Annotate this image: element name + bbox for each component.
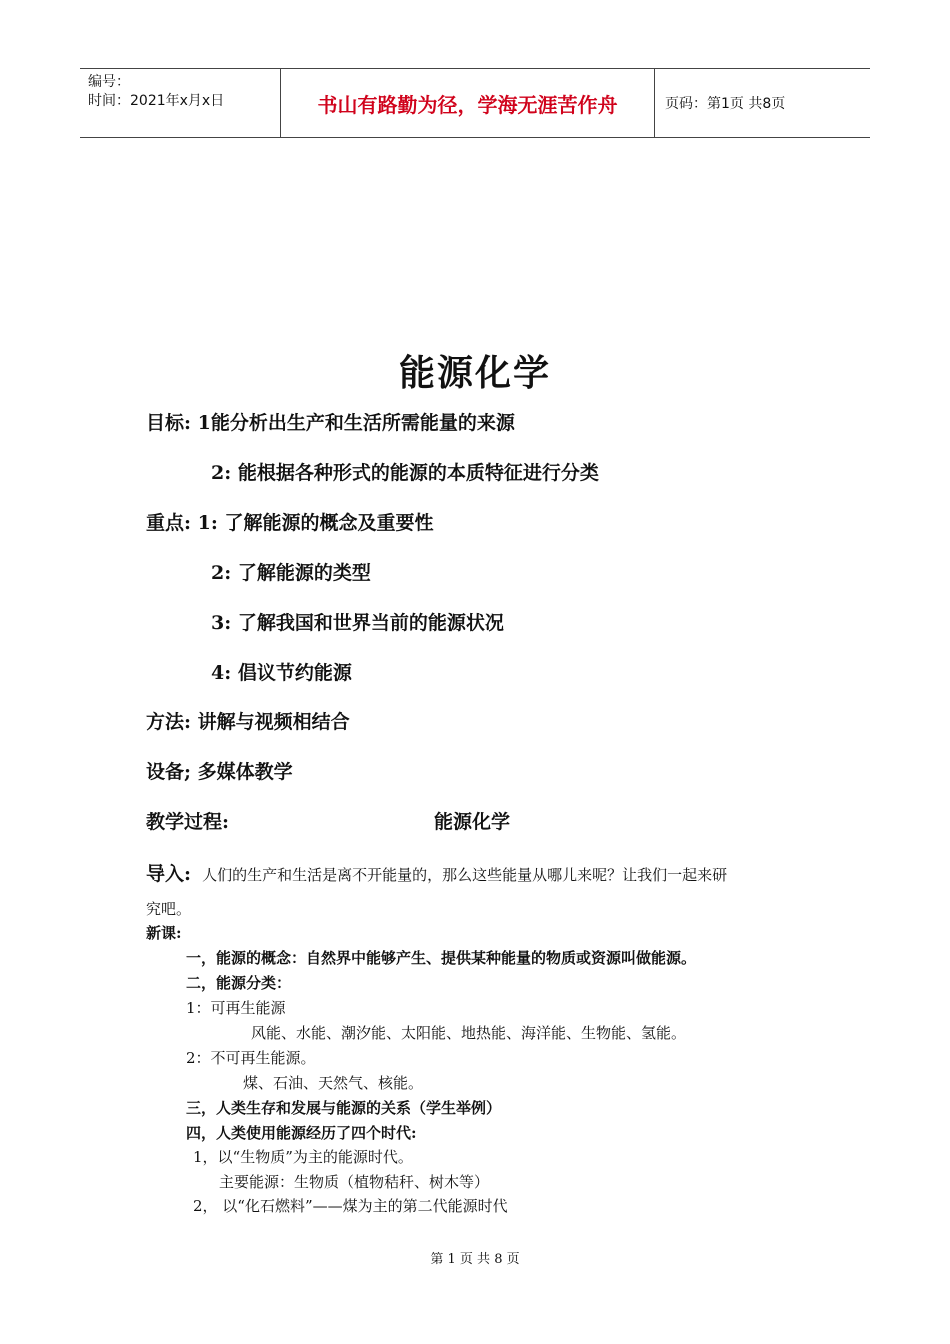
process-subtitle: 能源化学 xyxy=(434,811,511,833)
relation-line: 三，人类生存和发展与能源的关系（学生举例） xyxy=(186,1099,502,1117)
intro-text-1: 人们的生产和生活是离不开能量的，那么这些能量从哪儿来呢？让我们一起来研 xyxy=(202,866,728,884)
time-label: 时间：2021年x月x日 xyxy=(88,93,225,109)
keypoint-2: 2: 了解能源的类型 xyxy=(211,562,371,584)
equipment-line: 设备; 多媒体教学 xyxy=(146,761,293,783)
era-1: 1，以“生物质”为主的能源时代。 xyxy=(193,1148,413,1166)
goals-label: 目标: xyxy=(146,412,198,434)
goals-line-1 xyxy=(146,408,515,435)
concept-line: 一，能源的概念：自然界中能够产生、提供某种能量的物质或资源叫做能源。 xyxy=(186,949,697,967)
keypoints-line-1 xyxy=(146,508,434,535)
renewable-list: 风能、水能、潮汐能、太阳能、地热能、海洋能、生物能、氢能。 xyxy=(251,1024,687,1042)
document-title: 能源化学 xyxy=(398,353,551,394)
keypoints-label: 重点: xyxy=(146,512,198,534)
intro-label: 导入: xyxy=(146,863,192,885)
serial-label: 编号： xyxy=(88,74,130,90)
page-footer: 第 1 页 共 8 页 xyxy=(430,1252,520,1267)
keypoint-4: 4: 倡议节约能源 xyxy=(211,662,352,684)
renewable-title: 1：可再生能源 xyxy=(186,999,286,1017)
intro-text-2: 究吧。 xyxy=(146,900,192,918)
keypoint-1: 1: 了解能源的概念及重要性 xyxy=(197,512,434,534)
header-motto: 书山有路勤为径，学海无涯苦作舟 xyxy=(281,69,655,137)
method-line: 方法: 讲解与视频相结合 xyxy=(146,711,350,733)
era-1-main: 主要能源：生物质（植物秸秆、树木等） xyxy=(219,1173,490,1191)
goal-2: 2: 能根据各种形式的能源的本质特征进行分类 xyxy=(211,462,599,484)
keypoint-3: 3: 了解我国和世界当前的能源状况 xyxy=(211,612,504,634)
nonrenewable-list: 煤、石油、天然气、核能。 xyxy=(243,1074,424,1092)
page-header xyxy=(80,68,870,138)
classification-line: 二，能源分类： xyxy=(186,974,292,992)
process-label: 教学过程: xyxy=(146,811,230,833)
newlesson-label: 新课: xyxy=(146,924,182,942)
header-meta xyxy=(80,69,281,137)
intro-line-1 xyxy=(146,859,727,886)
header-page-info: 页码：第1页 共8页 xyxy=(665,96,786,112)
eras-line: 四，人类使用能源经历了四个时代: xyxy=(186,1124,417,1142)
nonrenewable-title: 2：不可再生能源。 xyxy=(186,1049,316,1067)
goal-1: 1能分析出生产和生活所需能量的来源 xyxy=(197,412,515,434)
era-2: 2， 以“化石燃料”——煤为主的第二代能源时代 xyxy=(193,1197,508,1215)
